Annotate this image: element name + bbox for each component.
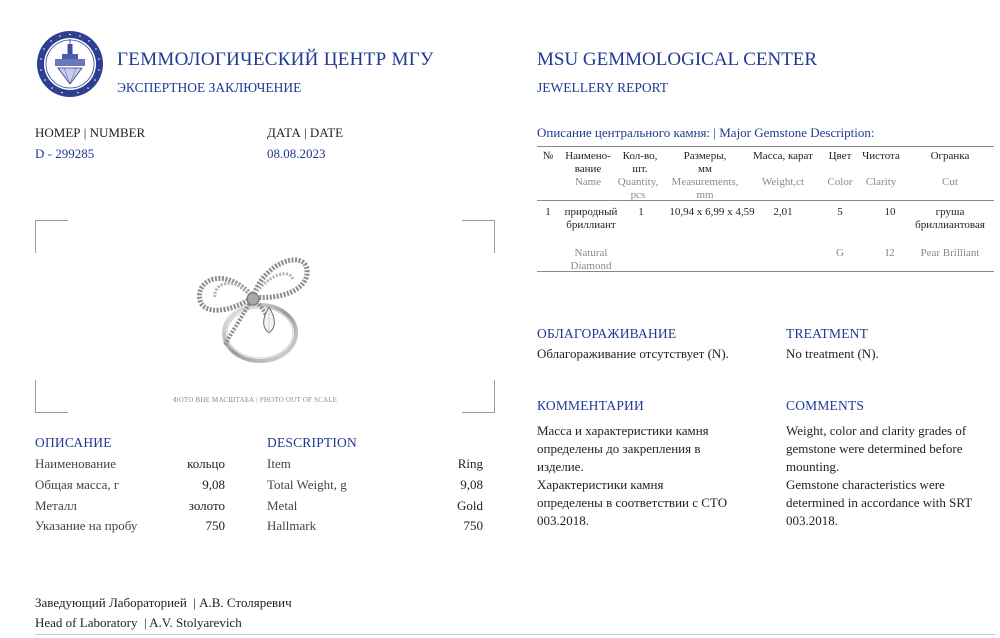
title-en: MSU GEMMOLOGICAL CENTER bbox=[537, 49, 818, 70]
treatment-text-en: No treatment (N). bbox=[786, 346, 879, 361]
gem-cell: 5 bbox=[837, 206, 843, 218]
desc-value: золото bbox=[188, 498, 225, 513]
comment-line: determined in accordance with SRT bbox=[786, 495, 973, 510]
comment-line: изделие. bbox=[537, 459, 584, 474]
gem-header-en: Measurements, mm bbox=[671, 176, 739, 201]
gem-header: Наимено- вание bbox=[565, 150, 611, 175]
gem-cell: 1 bbox=[545, 206, 551, 218]
comments-text-ru bbox=[537, 422, 767, 530]
treatment-text-ru: Облагораживание отсутствует (N). bbox=[537, 346, 729, 361]
signature-ru: Заведующий Лабораторией | А.В. Столяревич bbox=[35, 595, 292, 610]
description-title-en: DESCRIPTION bbox=[267, 435, 357, 450]
desc-label: Наименование bbox=[35, 456, 116, 471]
comment-line: 003.2018. bbox=[537, 513, 589, 528]
gem-header: Масса, карат bbox=[753, 150, 813, 162]
photo-frame-corner bbox=[462, 220, 495, 253]
gem-header: Цвет bbox=[828, 150, 852, 162]
title-ru: ГЕММОЛОГИЧЕСКИЙ ЦЕНТР МГУ bbox=[117, 49, 434, 70]
comment-line: определены до закрепления в bbox=[537, 441, 701, 456]
desc-label: Hallmark bbox=[267, 518, 317, 533]
subtitle-ru: ЭКСПЕРТНОЕ ЗАКЛЮЧЕНИЕ bbox=[117, 80, 302, 95]
treatment-title-en: TREATMENT bbox=[786, 326, 869, 341]
gem-header-en: Cut bbox=[942, 176, 958, 188]
gem-cell-en: G bbox=[836, 247, 844, 259]
gem-cell-en: I2 bbox=[885, 247, 895, 259]
number-value: D - 299285 bbox=[35, 146, 95, 161]
desc-label: Металл bbox=[35, 498, 77, 513]
desc-label: Указание на пробу bbox=[35, 518, 138, 533]
gem-header-en: Quantity, pcs bbox=[617, 176, 659, 201]
comment-line: gemstone were determined before bbox=[786, 441, 963, 456]
gem-header-en: Color bbox=[827, 176, 853, 188]
description-title-ru: ОПИСАНИЕ bbox=[35, 435, 112, 450]
gemstone-table-top-border bbox=[537, 146, 994, 147]
comment-line: mounting. bbox=[786, 459, 840, 474]
desc-label: Общая масса, г bbox=[35, 477, 120, 492]
gem-header: Чистота bbox=[862, 150, 900, 162]
date-label: ДАТА | DATE bbox=[267, 125, 344, 140]
gem-header: Размеры, мм bbox=[683, 150, 727, 175]
desc-label: Total Weight, g bbox=[267, 477, 347, 492]
signature-en: Head of Laboratory | A.V. Stolyarevich bbox=[35, 615, 242, 630]
date-value: 08.08.2023 bbox=[267, 146, 326, 161]
comment-line: определены в соответствии с СТО bbox=[537, 495, 728, 510]
gem-header: Кол-во, шт. bbox=[622, 150, 658, 175]
desc-value: 9,08 bbox=[202, 477, 225, 492]
desc-label: Metal bbox=[267, 498, 298, 513]
desc-value: 750 bbox=[463, 518, 483, 533]
desc-value: кольцо bbox=[187, 456, 225, 471]
treatment-title-ru: ОБЛАГОРАЖИВАНИЕ bbox=[537, 326, 677, 341]
comment-line: Масса и характеристики камня bbox=[537, 423, 709, 438]
desc-value: 9,08 bbox=[460, 477, 483, 492]
comments-title-ru: КОММЕНТАРИИ bbox=[537, 398, 644, 413]
desc-label: Item bbox=[267, 456, 291, 471]
gem-cell: груша бриллиантовая bbox=[915, 206, 985, 231]
gem-header: Огранка bbox=[930, 150, 970, 162]
gem-header: № bbox=[542, 150, 554, 162]
comment-line: 003.2018. bbox=[786, 513, 838, 528]
gemstone-title: Описание центрального камня: | Major Gemstone Description: bbox=[537, 125, 875, 140]
gem-cell-en: Pear Brilliant bbox=[920, 247, 980, 259]
gemstone-table-header-border bbox=[537, 200, 994, 201]
photo-frame-corner bbox=[35, 220, 68, 253]
desc-value: Ring bbox=[457, 456, 483, 471]
gem-cell: 2,01 bbox=[773, 206, 793, 218]
desc-value: 750 bbox=[205, 518, 225, 533]
gem-cell: природный бриллиант bbox=[564, 206, 618, 231]
comments-title-en: COMMENTS bbox=[786, 398, 865, 413]
gem-cell: 1 bbox=[638, 206, 644, 218]
footer-divider bbox=[35, 634, 995, 635]
ring-photo bbox=[185, 245, 315, 375]
gem-cell: 10,94 x 6,99 x 4,59 bbox=[669, 206, 755, 218]
msu-logo bbox=[36, 30, 104, 98]
comments-text-en bbox=[786, 422, 996, 530]
desc-value: Gold bbox=[457, 498, 483, 513]
number-label: НОМЕР | NUMBER bbox=[35, 125, 146, 140]
comment-line: Характеристики камня bbox=[537, 477, 664, 492]
gem-cell: 10 bbox=[884, 206, 896, 218]
gem-header-en: Clarity bbox=[865, 176, 897, 188]
comment-line: Weight, color and clarity grades of bbox=[786, 423, 967, 438]
subtitle-en: JEWELLERY REPORT bbox=[537, 80, 669, 95]
gem-header-en: Name bbox=[574, 176, 602, 188]
gem-cell-en: Natural Diamond bbox=[570, 247, 612, 272]
gem-header-en: Weight,ct bbox=[761, 176, 805, 188]
photo-caption: ФОТО ВНЕ МАСШТАБА | PHOTO OUT OF SCALE bbox=[172, 396, 338, 404]
comment-line: Gemstone characteristics were bbox=[786, 477, 945, 492]
